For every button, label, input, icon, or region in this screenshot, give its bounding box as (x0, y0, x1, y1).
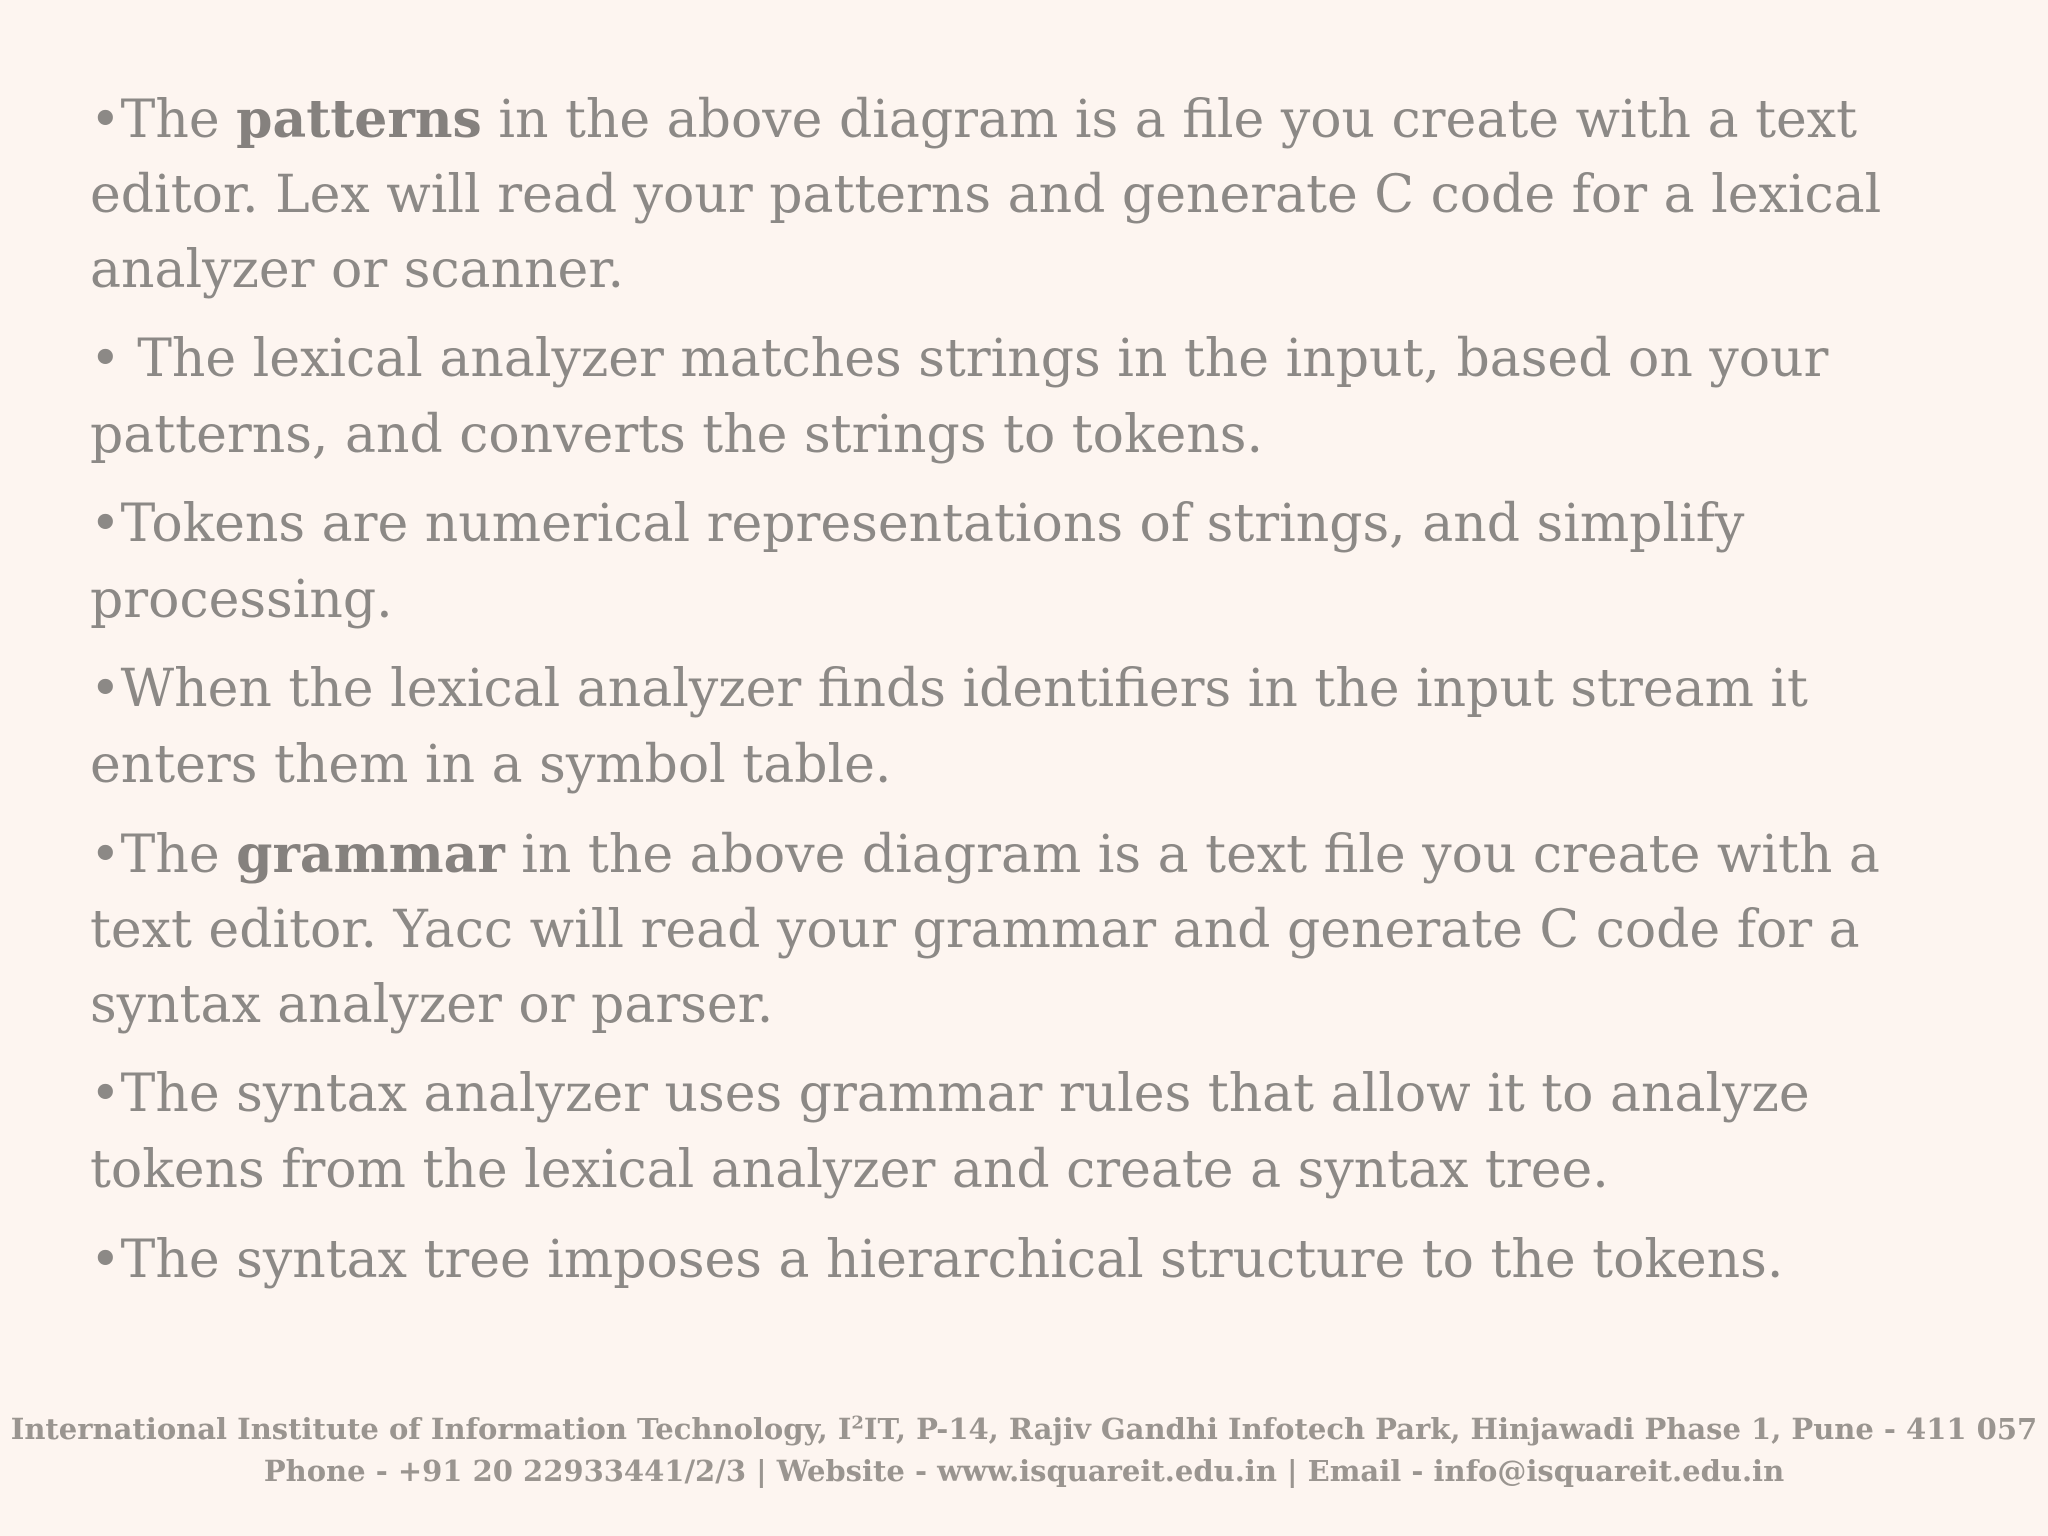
footer-address-end: IT, P-14, Rajiv Gandhi Infotech Park, Hinjawadi Phase 1, Pune - 411 057 (863, 1412, 2038, 1446)
bullet-text: in the above diagram is a file you create with a text editor. Lex will read your patterns and generate C code for a lexical analyzer or scanner. (90, 90, 1882, 300)
bullet-item (90, 82, 1990, 308)
bullet-item (90, 652, 1990, 803)
bullet-text: •When the lexical analyzer finds identifiers in the input stream it enters them in a symbol table. (90, 659, 1808, 795)
bullet-text: •The syntax analyzer uses grammar rules that allow it to analyze tokens from the lexical analyzer and create a syntax tree. (90, 1064, 1810, 1200)
bullet-item (90, 1222, 1990, 1298)
bullet-text: •The (90, 825, 237, 885)
bullet-text: in the above diagram is a text file you create with a text editor. Yacc will read your grammar and generate C code for a syntax analyzer or parser. (90, 825, 1880, 1035)
footer-contact-line: Phone - +91 20 22933441/2/3 | Website - www.isquareit.edu.in | Email - info@isquareit.edu.in (263, 1454, 1785, 1488)
footer-address-start: International Institute of Information Technology, I (10, 1412, 852, 1446)
bullet-item (90, 1057, 1990, 1208)
bullet-item (90, 322, 1990, 473)
bullet-text: •The (90, 90, 237, 150)
footer (0, 1408, 2048, 1492)
bullet-item (90, 487, 1990, 638)
bullet-text: •Tokens are numerical representations of strings, and simplify processing. (90, 494, 1745, 630)
footer-address-line (0, 1408, 2048, 1450)
bullet-item (90, 817, 1990, 1043)
bullet-bold-term: patterns (236, 89, 482, 150)
bullet-bold-term: grammar (236, 824, 505, 885)
bullet-text: • The lexical analyzer matches strings in the input, based on your patterns, and converts the strings to tokens. (90, 329, 1829, 465)
bullet-list (90, 82, 1990, 1312)
bullet-text: •The syntax tree imposes a hierarchical structure to the tokens. (90, 1230, 1784, 1290)
footer-superscript: 2 (851, 1412, 864, 1434)
